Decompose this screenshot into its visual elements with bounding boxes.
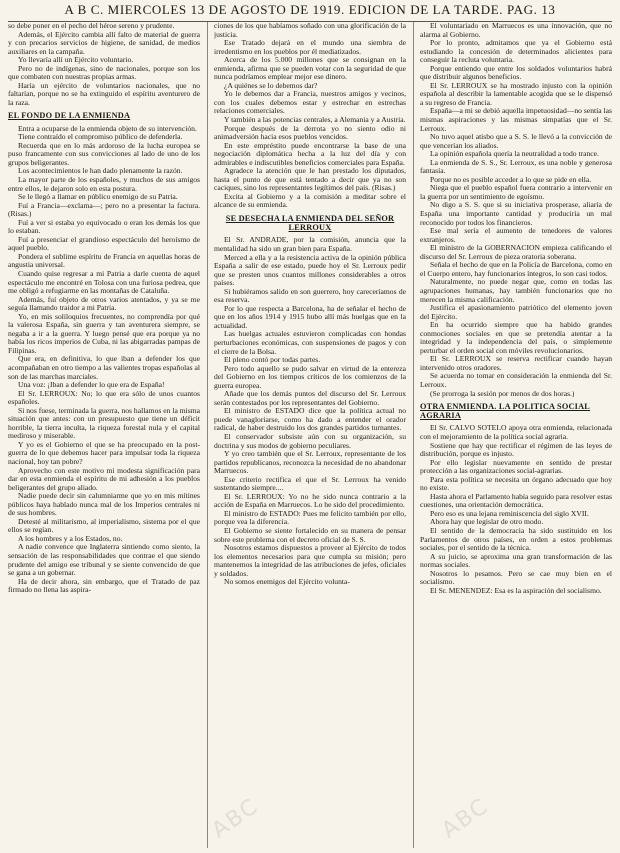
paragraph: Fuí a ver si estaba yo equivocado o eran los demás los que lo estaban. xyxy=(8,217,200,236)
paragraph: Nosotros lo pesamos. Pero se cae muy bien en el socialismo. xyxy=(420,568,612,587)
paragraph: Se le llegó a llamar en público enemigo de su Patria. xyxy=(18,192,178,202)
paragraph: Señala el hecho de que en la Policía de Barcelona, como en el Cuerpo entero, hay funcionarios íntegros, lo son casi todos. xyxy=(420,260,612,278)
column-divider xyxy=(413,22,414,848)
paragraph: A nadie convence que Inglaterra sintiendo como siento, la sensación de las responsabilidades que contrae el que siendo prudente del amigo ese tribunal y se siente convencido de que se gana a un gobernar. xyxy=(8,542,200,578)
paragraph: Nadie puede decir sin calumniarme que yo en mis mítines públicos haya hablado nunca mal de los Imperios centrales ni de sus hombres. xyxy=(8,491,200,518)
paragraph: El Sr. ANDRADE, por la comisión, anuncia que la mentalidad ha sido un gran bien para España. xyxy=(214,235,406,253)
paragraph: Además, el Ejército cambia allí falto de material de guerra y con precarios servicios de higiene, de sanidad, de medios auxiliares en la campaña. xyxy=(8,29,200,56)
paragraph: Y también a las potencias centrales, a Alemania y a Austria. xyxy=(224,115,406,125)
paragraph: El Sr. LERROUX se ha mostrado injusto con la opinión española al describir la lamentable acogida que se le dispensó a su regreso de Francia. xyxy=(420,80,612,107)
paragraph: Acerca de los 5.000 millones que se consignan en la enmienda, afirma que se pueden votar con la seguridad de que nunca podríamos emplear mejor ese dinero. xyxy=(214,55,406,82)
paragraph: Fuí a presenciar el grandioso espectáculo del heroísmo de aquel pueblo. xyxy=(8,234,200,253)
paragraph: No somos enemigos del Ejército volunta- xyxy=(224,577,350,587)
paragraph: Hasta ahora el Parlamento había seguido para resolver estas cuestiones, una orientación democrática. xyxy=(420,491,612,510)
section-heading: OTRA ENMIENDA. LA POLITICA SOCIAL AGRARIA xyxy=(420,402,591,421)
paragraph: Porque no es posible acceder a lo que se pide en ella. xyxy=(430,174,592,184)
paragraph: Que era, en definitiva, lo que iban a defender los que acompañaban en otro tiempo a las valientes tropas españolas al son de las marchas marciales. xyxy=(8,354,200,381)
paragraph: El ministro de la GOBERNACION empieza calificando el discurso del Sr. Lerroux de pieza oratoria soberana. xyxy=(420,243,612,261)
paragraph: Fuí a Francia—exclama—; pero no a presentar la factura. (Risas.) xyxy=(8,200,200,219)
paragraph: Y yo es el Gobierno el que se ha preocupado en la post-guerra de lo que debemos hacer para impulsar toda la riqueza nacional, hoy tan pobre? xyxy=(8,439,200,466)
paragraph: A su juicio, se aproxima una gran transformación de las normas sociales. xyxy=(420,551,612,570)
paragraph: La mayor parte de los españoles, y muchos de sus amigos entre ellos, le dejaron solo en esta postura. xyxy=(8,174,200,193)
paragraph: Porque después de la derrota yo no siento odio ni animadversión hacia esos pueblos vencidos. xyxy=(214,123,406,142)
paragraph: Justifica el apasionamiento patriótico del elemento joven del Ejército. xyxy=(420,303,612,321)
paragraph: Tiene contraído el compromiso público de defenderla. xyxy=(18,132,183,142)
paragraph: La enmienda de S. S., Sr. Lerroux, es una noble y generosa fantasía. xyxy=(420,157,612,176)
section-heading: EL FONDO DE LA ENMIENDA xyxy=(8,111,131,121)
column-divider xyxy=(207,22,208,848)
paragraph: Pondera el sublime espíritu de Francia en aquellas horas de angustia universal. xyxy=(8,251,200,270)
paragraph: Detesté al militarismo, al imperialismo, sistema por el que ellos se regían. xyxy=(8,516,200,535)
paragraph: El Sr. MENENDEZ: Esa es la aspiración del socialismo. xyxy=(430,585,602,595)
paragraph: (Se prorroga la sesión por menos de dos horas.) xyxy=(430,388,575,398)
paragraph: Agradece la atención que le han prestado los diputados, hasta el punto de que está tentado a decir que ya no son caciques, sino los representantes legítimos del país. (Risas.) xyxy=(214,166,406,193)
paragraph: Porque entiendo que entre los soldados voluntarios habrá que distribuir algunos beneficios. xyxy=(420,63,612,82)
paragraph: El Sr. LERROUX: No; lo que era sólo de unos cuantos españoles. xyxy=(8,388,200,407)
paragraph: Ese Tratado dejará en el mundo una siembra de irredentismo en los pueblos por él mediatizados. xyxy=(214,38,406,56)
paragraph: Entra a ocuparse de la enmienda objeto de su intervención. xyxy=(18,123,197,133)
paragraph: Pero no de indígenas, sino de nacionales, porque son los que combaten con nuestras propias armas. xyxy=(8,63,200,82)
paragraph: El ministro de ESTADO dice que la política actual no puede vanagloriarse, como ha dado a entender el orador radical, de haber destruido los dos grandes partidos turnantes. xyxy=(214,406,406,433)
column-3 xyxy=(420,22,612,848)
paragraph: No digo a S. S. que si su iniciativa prosperase, aliaría de España una importante cantidad y produciría un mal reconocido por todos los financieros. xyxy=(420,200,612,227)
paragraph: Ese mal sería el aumento de tenedores de valores extranjeros. xyxy=(420,226,612,244)
watermark: ABC xyxy=(207,793,264,844)
paragraph: Las huelgas actuales estuvieron complicadas con hondas perturbaciones económicas, con suspensiones de pagos y con el cierre de la Bolsa. xyxy=(214,329,406,356)
paragraph: Si hubiéramos salido en son guerrero, hoy careceríamos de esa reserva. xyxy=(214,286,406,305)
paragraph: Y yo creo también que el Sr. Lerroux, representante de los partidos republicanos, reconozca la necesidad de no abandonar Marruecos. xyxy=(214,449,406,476)
paragraph: Nosotros estamos dispuestos a proveer al Ejército de todos los elementos necesarios para que cumpla su misión; pero mantenemos la integridad de las atribuciones de jefes, oficiales y soldados. xyxy=(214,543,406,578)
section-heading: SE DESECHA LA ENMIENDA DEL SEÑOR LERROUX xyxy=(225,214,395,233)
paragraph: Ese criterio rectifica el que el Sr. Lerroux ha venido sustentando siempre.... xyxy=(214,474,406,493)
paragraph: El Sr. LERROUX se reserva rectificar cuando hayan intervenido otros oradores. xyxy=(420,354,612,372)
column-2 xyxy=(214,22,406,848)
paragraph: El ministro de ESTADO: Pues me felicito también por ello, porque vea la diferencia. xyxy=(214,508,406,527)
column-1 xyxy=(8,22,200,848)
watermark: ABC xyxy=(437,793,494,844)
paragraph: Ha de decir ahora, sin embargo, que el Tratado de paz firmado no llena las aspira- xyxy=(8,576,200,595)
paragraph: Sostiene que hay que rectificar el régimen de las leyes de distribución, porque es injusto. xyxy=(420,440,612,459)
paragraph: ¿A quiénes se lo debemos dar? xyxy=(224,80,318,90)
paragraph: El conservador subsiste aún con su organización, su doctrina y sus modos de gobierno peculiares. xyxy=(214,432,406,450)
paragraph: Yo, en mis soliloquios frecuentes, no comprendía por qué la valerosa España, sin guerra y tan aventurera siempre, se negaba a ir a la guerra. Y luego pensé que era porque ya no había los ricos imperios de Cuba, ni las abigarradas pampas de Filipinas. xyxy=(8,311,200,355)
paragraph: Yo llevaría allí un Ejército voluntario. xyxy=(18,55,134,65)
page-header: A B C. MIERCOLES 13 DE AGOSTO DE 1919. EDICION DE LA TARDE. PAG. 13 xyxy=(64,2,556,17)
paragraph: Merced a ella y a la resistencia activa de la opinión pública España a salir de ese estado, puede hoy el Sr. Lerroux pedir que se presten unos cuantos millones considerables a otros países. xyxy=(214,252,406,288)
paragraph: España—a mi se debió aquella impetuosidad—no sentía las mismas aspiraciones y las mismas simpatías que el Sr. Lerroux. xyxy=(420,106,612,133)
paragraph: Ahora hay que legislar de otro modo. xyxy=(430,517,544,527)
paragraph: Pero todo aquello se pudo salvar en virtud de la entereza del Gobierno en los tiempos críticos de los comienzos de la guerra europea. xyxy=(214,363,406,390)
paragraph: Yo le debemos dar a Francia, nuestros amigos y vecinos, con los cuales debemos estar y estrechar en estrechas relaciones comerciales. xyxy=(214,89,406,116)
paragraph: La opinión española quería la neutralidad a todo trance. xyxy=(430,149,599,159)
paragraph: A los hombres y a los Estados, no. xyxy=(18,533,123,543)
paragraph: Se acuerda no tomar en consideración la enmienda del Sr. Lerroux. xyxy=(420,371,612,389)
paragraph: Niega que el pueblo español fuera contrario a intervenir en la guerra por un sentimiento de egoísmo. xyxy=(420,183,612,201)
paragraph: Para esta política se necesita un órgano adecuado que hoy no existe. xyxy=(420,474,612,493)
paragraph: El voluntariado en Marruecos es una innovación, que no alarma al Gobierno. xyxy=(420,22,612,39)
paragraph: Los acontecimientos le han dado plenamente la razón. xyxy=(18,166,183,176)
paragraph: Además, fuí objeto de otros varios atentados, y ya se me seguía llamando traidor a mi Patria. xyxy=(8,294,200,313)
paragraph: El pleno contó por todas partes. xyxy=(224,355,321,365)
paragraph: Pero eso es una lejana reminiscencia del siglo XVII. xyxy=(430,508,589,518)
paragraph: No tuvo aquel atisbo que a S. S. le llevó a la convicción de que vencerían los aliados. xyxy=(420,132,612,150)
paragraph: so debe poner en el pecho del héroe sereno y prudente. xyxy=(8,22,175,30)
paragraph: Si nos fuese, terminada la guerra, nos hallamos en la misma situación que antes: con un presupuesto que tiene un déficit horrible, la tierra inculta, la riqueza forestal nula y el capital mediroso y miserable. xyxy=(8,405,200,441)
paragraph: El Sr. CALVO SOTELO apoya otra enmienda, relacionada con el mejoramiento de la política social agraria. xyxy=(420,423,612,442)
paragraph: Naturalmente, no puede negar que, como en todas las agrupaciones humanas, hay también funcionarios que no merecen la misma calificación. xyxy=(420,277,612,304)
paragraph: Recuerda que en lo más ardoroso de la lucha europea se puso francamente con sus convicciones al lado de uno de los grupos beligerantes. xyxy=(8,140,200,167)
paragraph: Por lo que respecta a Barcelona, ha de señalar el hecho de que en los años 1914 y 1915 hubo allí más huelgas que en la actualidad. xyxy=(214,303,406,330)
paragraph: Haría un ejército de voluntarios nacionales, que no faltarían, porque no se ha extinguido el espíritu aventurero de la raza. xyxy=(8,80,200,107)
paragraph: El sentido de la democracia ha sido sustituido en los Parlamentos de otros países, en orden a estos problemas sociales, por el sentido de la técnica. xyxy=(420,526,612,553)
paragraph: Aprovecho con este motivo mi modesta significación para dar en esta enmienda el espíritu de mi adhesión a los pueblos beligerantes del grupo aliado. xyxy=(8,465,200,492)
paragraph: Añade que los demás puntos del discurso del Sr. Lerroux serán contestados por los representantes del Gobierno. xyxy=(214,389,406,407)
paragraph: Una voz: ¡Iban a defender lo que era de España! xyxy=(18,380,165,390)
paragraph: En este empréstito puede encontrarse la base de una negociación diplomática hecha a la luz del día y con admirables e indiscutibles beneficios comerciales para España. xyxy=(214,140,406,167)
paragraph: Excita al Gobierno y a la comisión a meditar sobre el alcance de su enmienda. xyxy=(214,191,406,210)
paragraph: Por lo pronto, admitamos que ya el Gobierno está estudiando la concesión de determinados alicientes para conseguir la recluta voluntaria. xyxy=(420,38,612,65)
paragraph: Por ello legislar nuevamente en sentido de prestar protección a las organizaciones social-agrarias. xyxy=(420,457,612,476)
paragraph: El Sr. LERROUX: Yo no he sido nunca contrario a la acción de España en Marruecos. Lo he sido del procedimiento. xyxy=(214,491,406,510)
paragraph: ciones de los que habíamos soñado con una glorificación de la justicia. xyxy=(214,22,406,39)
paragraph: En ha ocurrido siempre que ha habido grandes conmociones sociales en que se pretendía atentar a la integridad y la independencia del país, o simplemente perturbar el orden social con móviles revolucionarios. xyxy=(420,320,612,355)
paragraph: El Gobierno se siente fortalecido en su manera de pensar sobre este problema con el decreto oficial de S. S. xyxy=(214,526,406,544)
paragraph: Cuando quise regresar a mi Patria a darle cuenta de aquel espectáculo me encontré en Tolosa con una furiosa pedrea, que me obligó a refugiarme en las montañas de Cataluña. xyxy=(8,268,200,296)
